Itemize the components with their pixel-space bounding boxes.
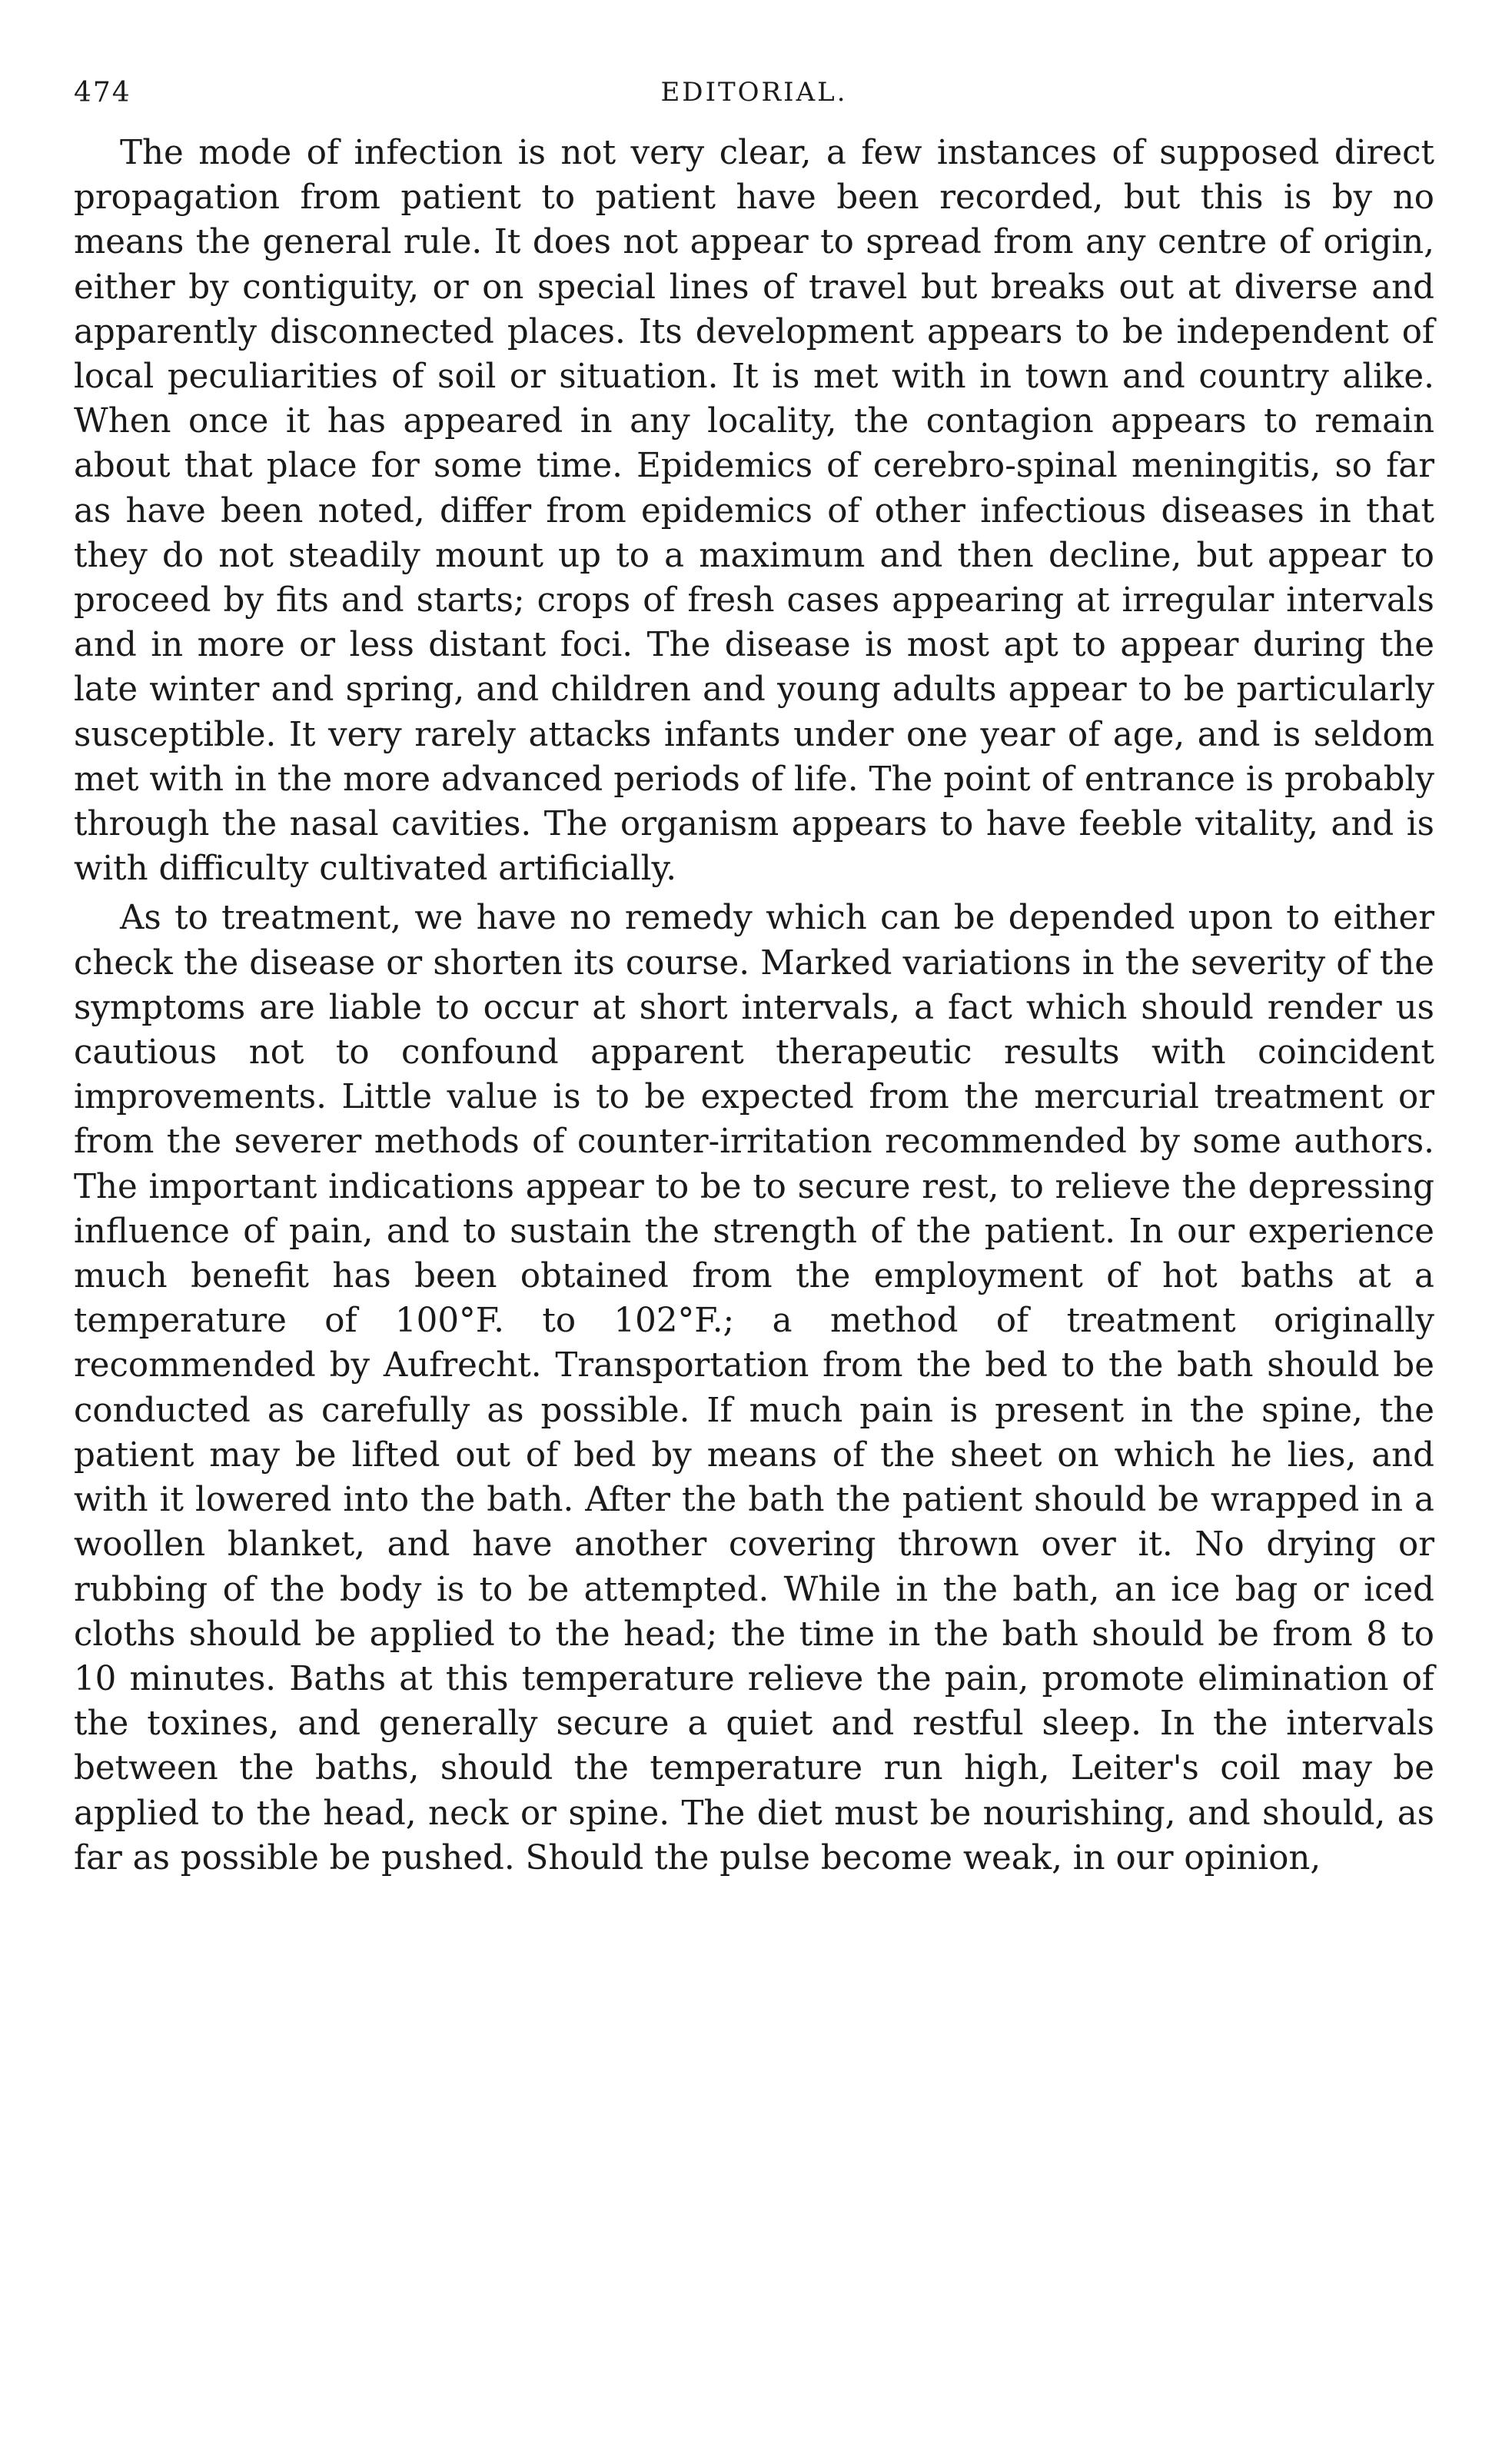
document-page [74, 77, 1434, 1881]
running-head [74, 77, 1434, 131]
page-number: 474 [74, 77, 131, 108]
paragraph-infection: The mode of infection is not very clear, a few instances of supposed direct propagation from patient to patient have been recorded, but this is by no means the general rule. It does not appear to spread from any centre of origin, either by contiguity, or on special lines of travel but breaks out at diverse and apparently disconnected places. Its development appears to be independent of local peculiarities of soil or situation. It is met with in town and country alike. When once it has appeared in any locality, the contagion appears to remain about that place for some time. Epidemics of cerebro-spinal meningitis, so far as have been noted, differ from epidemics of other infectious diseases in that they do not steadily mount up to a maximum and then decline, but appear to proceed by fits and starts; crops of fresh cases appearing at irregular intervals and in more or less distant foci. The disease is most apt to appear during the late winter and spring, and children and young adults appear to be particularly susceptible. It very rarely attacks infants under one year of age, and is seldom met with in the more advanced periods of life. The point of entrance is probably through the nasal cavities. The organism appears to have feeble vitality, and is with difficulty cultivated artificially. [74, 134, 1434, 889]
paragraph-treatment: As to treatment, we have no remedy which can be depended upon to either check the disease or shorten its course. Marked variations in the severity of the symptoms are liable to occur at short intervals, a fact which should render us cautious not to confound apparent therapeutic results with coincident improvements. Little value is to be expected from the mercurial treatment or from the severer methods of counter-irritation recommended by some authors. The important indications appear to be to secure rest, to relieve the depressing influence of pain, and to sustain the strength of the patient. In our experience much benefit has been obtained from the employment of hot baths at a temperature of 100°F. to 102°F.; a method of treatment originally recommended by Aufrecht. Transportation from the bed to the bath should be conducted as carefully as possible. If much pain is present in the spine, the patient may be lifted out of bed by means of the sheet on which he lies, and with it lowered into the bath. After the bath the patient should be wrapped in a woollen blanket, and have another covering thrown over it. No drying or rubbing of the body is to be attempted. While in the bath, an ice bag or iced cloths should be applied to the head; the time in the bath should be from 8 to 10 minutes. Baths at this temperature relieve the pain, promote elimination of the toxines, and generally secure a quiet and restful sleep. In the intervals between the baths, should the temperature run high, Leiter's coil may be applied to the head, neck or spine. The diet must be nourishing, and should, as far as possible be pushed. Should the pulse become weak, in our opinion, [74, 899, 1434, 1877]
section-title: EDITORIAL. [660, 77, 848, 108]
text-body [74, 131, 1434, 1881]
